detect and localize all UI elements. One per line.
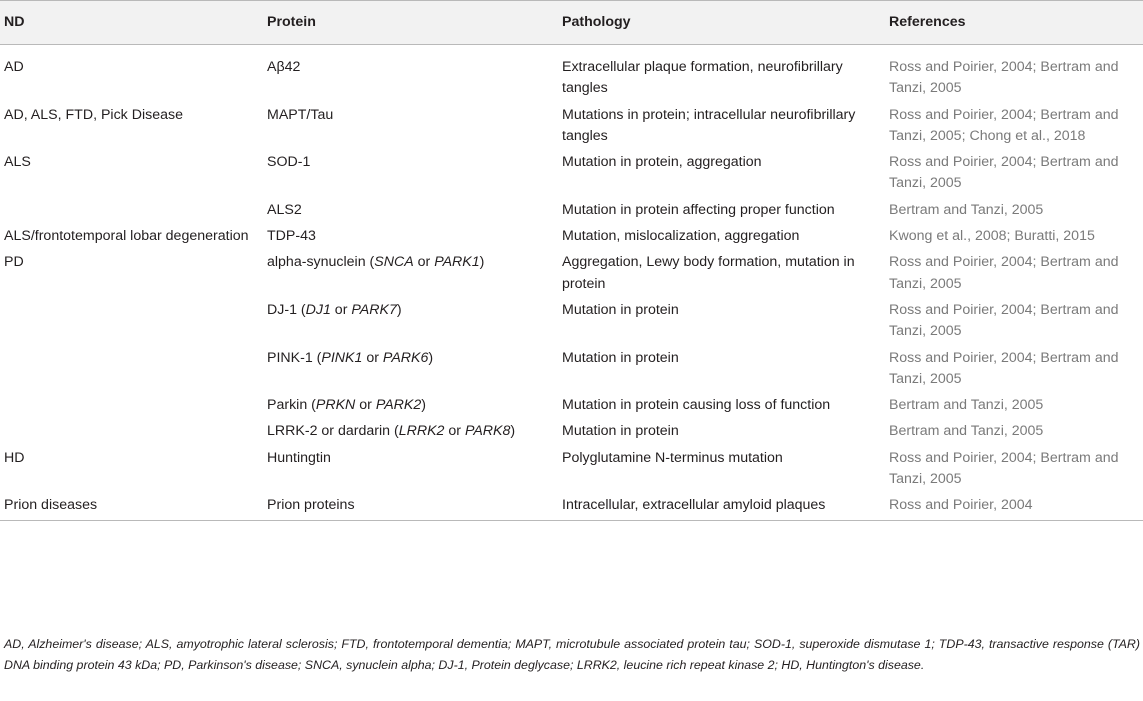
protein-text-segment: LRRK2 [398, 423, 445, 440]
table-row [0, 197, 1143, 223]
cell-nd [0, 345, 263, 393]
cell-protein [263, 345, 558, 393]
cell-references: Ross and Poirier, 2004; Bertram and Tanzi, 2005 [889, 59, 1119, 97]
cell-references: Ross and Poirier, 2004; Bertram and Tanzi, 2005 [889, 449, 1119, 488]
protein-text-segment: PARK7 [351, 301, 397, 318]
cell-protein [263, 197, 558, 223]
protein-text-segment: PARK2 [375, 397, 422, 414]
table-row [0, 149, 1143, 197]
cell-nd: HD [4, 449, 25, 466]
protein-text-segment: TDP-43 [267, 228, 316, 245]
cell-pathology: Mutation in protein affecting proper function [562, 201, 835, 218]
protein-text-segment: ) [479, 254, 485, 271]
cell-protein [263, 223, 558, 249]
table-row [0, 297, 1143, 345]
table-row [0, 392, 1143, 418]
cell-pathology: Extracellular plaque formation, neurofibrillary tangles [562, 59, 843, 97]
cell-protein [263, 492, 558, 520]
protein-text-segment: PINK1 [321, 349, 363, 366]
cell-pathology: Mutation in protein, aggregation [562, 154, 762, 171]
table-row [0, 492, 1143, 520]
protein-text-segment: DJ-1 ( [267, 301, 306, 318]
cell-protein [263, 418, 558, 444]
protein-text-segment: or [362, 349, 383, 366]
table-row [0, 249, 1143, 297]
cell-nd: PD [4, 254, 24, 271]
header-protein: Protein [263, 1, 558, 45]
protein-text-segment: alpha-synuclein ( [267, 254, 375, 271]
cell-protein [263, 392, 558, 418]
protein-text-segment: ALS2 [267, 201, 302, 218]
cell-pathology: Mutation in protein [562, 423, 679, 440]
protein-text-segment: PARK6 [382, 349, 429, 366]
protein-text-segment: ) [510, 423, 516, 440]
cell-pathology: Mutation, mislocalization, aggregation [562, 228, 800, 245]
protein-text-segment: or [413, 254, 435, 271]
table-row [0, 445, 1143, 493]
table-body [0, 45, 1143, 521]
cell-pathology: Mutations in protein; intracellular neurofibrillary tangles [562, 106, 856, 144]
cell-protein [263, 297, 558, 345]
cell-pathology: Mutation in protein causing loss of function [562, 397, 831, 414]
protein-text-segment: PARK1 [434, 254, 480, 271]
header-pathology: Pathology [558, 1, 885, 45]
table-row [0, 223, 1143, 249]
protein-text-segment: or [444, 423, 465, 440]
cell-references: Bertram and Tanzi, 2005 [889, 201, 1044, 218]
cell-references: Ross and Poirier, 2004 [885, 492, 1143, 520]
protein-text-segment: LRRK-2 or dardarin ( [267, 423, 399, 440]
cell-references: Bertram and Tanzi, 2005 [889, 397, 1044, 414]
cell-pathology: Mutation in protein [562, 301, 679, 318]
cell-nd [0, 197, 263, 223]
table-header [0, 1, 1143, 45]
cell-protein [263, 102, 558, 150]
cell-references: Ross and Poirier, 2004; Bertram and Tanzi, 2005 [889, 154, 1119, 192]
disease-protein-table [0, 1, 1143, 521]
protein-text-segment: PARK8 [464, 423, 511, 440]
protein-text-segment: ) [421, 397, 427, 414]
table-row [0, 345, 1143, 393]
cell-nd [0, 392, 263, 418]
protein-text-segment: DJ1 [305, 301, 331, 318]
cell-references: Ross and Poirier, 2004; Bertram and Tanzi, 2005 [889, 349, 1119, 387]
protein-text-segment: Huntingtin [267, 449, 331, 466]
cell-nd: ALS [4, 154, 31, 171]
protein-text-segment: SNCA [374, 254, 414, 271]
protein-text-segment: MAPT/Tau [267, 106, 334, 123]
header-row [0, 1, 1143, 45]
table-footnote: AD, Alzheimer's disease; ALS, amyotrophic lateral sclerosis; FTD, frontotemporal dementia; MAPT, microtubule associated protein tau; SOD-1, superoxide dismutase 1; TDP-43, transactive response (TAR) DNA binding protein 43 kDa; PD, Parkinson's disease; SNCA, synuclein alpha; DJ-1, Protein deglycase; LRRK2, leucine rich repeat kinase 2; HD, Huntington's disease. [4, 637, 1140, 672]
protein-text-segment: or [355, 397, 376, 414]
cell-protein [263, 249, 558, 297]
protein-text-segment: Prion proteins [267, 497, 355, 514]
cell-pathology: Mutation in protein [562, 349, 679, 366]
table-row [0, 102, 1143, 150]
protein-text-segment: PINK-1 ( [267, 349, 322, 366]
cell-protein [263, 445, 558, 493]
cell-nd [0, 297, 263, 345]
protein-text-segment: ) [396, 301, 402, 318]
cell-protein [263, 149, 558, 197]
protein-text-segment: ) [428, 349, 434, 366]
cell-references: Ross and Poirier, 2004; Bertram and Tanzi, 2005; Chong et al., 2018 [889, 106, 1119, 144]
cell-references: Ross and Poirier, 2004; Bertram and Tanzi, 2005 [889, 301, 1119, 340]
cell-nd: Prion diseases [0, 492, 263, 520]
protein-text-segment: Aβ42 [267, 59, 301, 75]
table-row [0, 418, 1143, 444]
protein-text-segment: SOD-1 [267, 154, 311, 171]
protein-text-segment: or [330, 301, 352, 318]
cell-references: Kwong et al., 2008; Buratti, 2015 [889, 228, 1095, 245]
cell-nd: AD [4, 59, 24, 75]
protein-text-segment: Parkin ( [267, 397, 316, 414]
cell-references: Ross and Poirier, 2004; Bertram and Tanzi, 2005 [889, 254, 1119, 292]
cell-nd: AD, ALS, FTD, Pick Disease [4, 106, 183, 123]
table-row [0, 45, 1143, 102]
cell-pathology: Aggregation, Lewy body formation, mutation in protein [562, 254, 855, 292]
cell-protein [263, 45, 558, 102]
cell-nd [0, 418, 263, 444]
cell-nd: ALS/frontotemporal lobar degeneration [4, 228, 249, 245]
header-references: References [885, 1, 1143, 45]
cell-pathology: Intracellular, extracellular amyloid plaques [558, 492, 885, 520]
cell-pathology: Polyglutamine N-terminus mutation [562, 449, 783, 466]
cell-references: Bertram and Tanzi, 2005 [889, 423, 1044, 440]
header-nd: ND [0, 1, 263, 45]
protein-text-segment: PRKN [315, 397, 356, 414]
